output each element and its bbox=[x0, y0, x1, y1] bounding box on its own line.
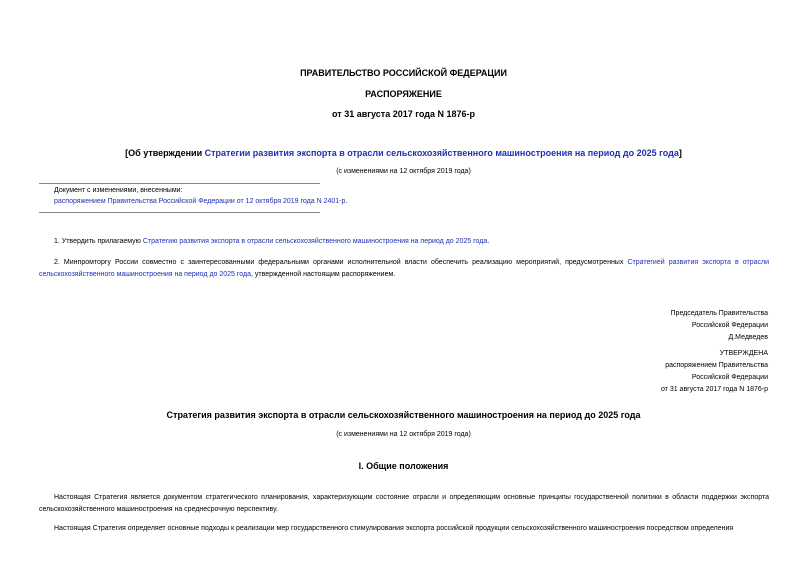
signature-government: Российской Федерации bbox=[691, 322, 768, 329]
clause-2-prefix: 2. Минпромторгу России совместно с заинтересованными федеральными органами исполнительной власти обеспечить реализацию мероприятий, предусмотренных bbox=[54, 259, 628, 266]
note-top-divider bbox=[39, 183, 320, 184]
amendment-note bbox=[54, 198, 347, 205]
signature-position: Председатель Правительства bbox=[670, 310, 768, 317]
amendment-suffix: . bbox=[345, 198, 348, 205]
document-type-heading: РАСПОРЯЖЕНИЕ bbox=[365, 89, 442, 99]
note-bottom-divider bbox=[39, 212, 320, 213]
clause-1 bbox=[39, 236, 769, 248]
section-title: I. Общие положения bbox=[358, 461, 449, 471]
amendment-link[interactable]: распоряжением Правительства Российской Федерации от 12 октября 2019 года N 2401-р bbox=[54, 198, 346, 205]
approval-line-4: от 31 августа 2017 года N 1876-р bbox=[660, 386, 768, 393]
strategy-title: Стратегия развития экспорта в отрасли сельскохозяйственного машиностроения на период до 2025 года bbox=[166, 410, 641, 420]
signature-block bbox=[518, 308, 768, 344]
approval-line-3: Российской Федерации bbox=[691, 374, 768, 381]
strategy-paragraph-2: Настоящая Стратегия определяет основные подходы к реализации мер государственного стимулирования экспорта российской продукции сельскохозяйственного машиностроения посредством определения bbox=[54, 525, 734, 532]
clause-2-strategy-link[interactable]: Стратегией развития экспорта в отрасли сельскохозяйственного машиностроения на период до 2025 года bbox=[39, 259, 770, 278]
title-open: [Об утверждении bbox=[125, 148, 205, 158]
clause-2-suffix: , утвержденной настоящим распоряжением. bbox=[251, 271, 396, 278]
approval-block bbox=[518, 348, 768, 396]
amendment-note-label: Документ с изменениями, внесенными: bbox=[54, 187, 183, 194]
clause-1-prefix: 1. Утвердить прилагаемую bbox=[54, 238, 143, 245]
clause-1-suffix: . bbox=[487, 238, 490, 245]
strategy-changes-note: (с изменениями на 12 октября 2019 года) bbox=[336, 431, 471, 438]
signature-name: Д.Медведев bbox=[728, 334, 768, 341]
approval-line-2: распоряжением Правительства bbox=[665, 362, 768, 369]
clause-1-strategy-link[interactable]: Стратегию развития экспорта в отрасли сельскохозяйственного машиностроения на период до 2025 года bbox=[142, 238, 488, 245]
document-title bbox=[0, 148, 807, 158]
strategy-paragraph-1: Настоящая Стратегия является документом стратегического планирования, характеризующим состояние отрасли и определяющим основные принципы государственной политики в области поддержки экспорта сельскохозяйственного машиностроения на среднесрочную перспективу. bbox=[39, 494, 769, 513]
document-date-number: от 31 августа 2017 года N 1876-р bbox=[332, 109, 475, 119]
title-close: ] bbox=[678, 148, 682, 158]
clause-2 bbox=[39, 257, 769, 281]
strategy-title-link[interactable]: Стратегии развития экспорта в отрасли сельскохозяйственного машиностроения на период до 2025 года bbox=[204, 148, 679, 158]
title-changes-note: (с изменениями на 12 октября 2019 года) bbox=[336, 168, 471, 175]
government-heading: ПРАВИТЕЛЬСТВО РОССИЙСКОЙ ФЕДЕРАЦИИ bbox=[300, 68, 507, 78]
approval-heading: УТВЕРЖДЕНА bbox=[719, 350, 768, 357]
